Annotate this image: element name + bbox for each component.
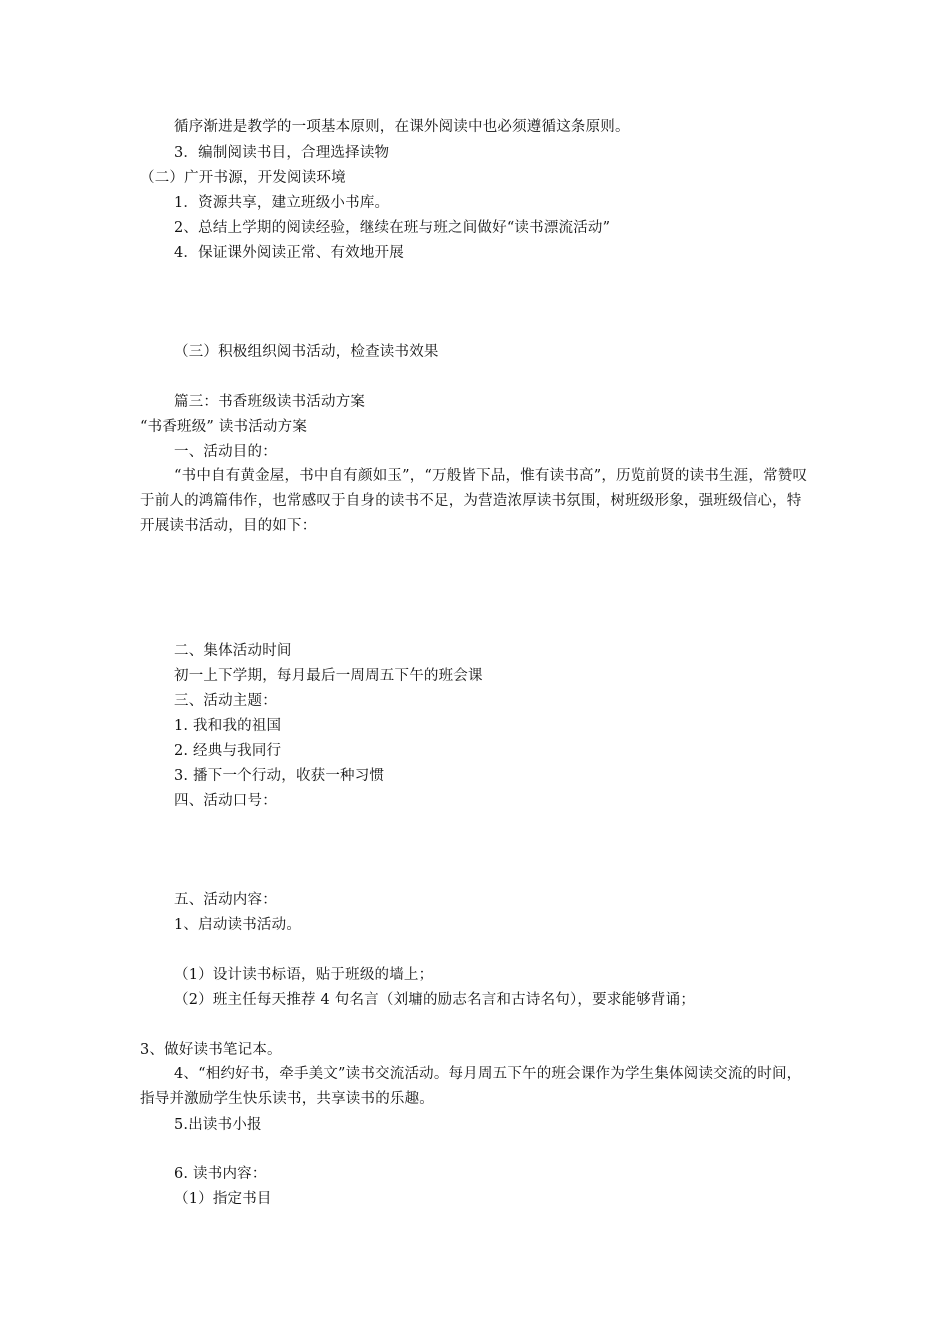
text-line: 4．保证课外阅读正常、有效地开展 — [174, 245, 404, 261]
list-item: （1）指定书目 — [174, 1191, 272, 1207]
list-item: 3. 播下一个行动，收获一种习惯 — [174, 768, 385, 784]
text-line: 3．编制阅读书目，合理选择读物 — [174, 145, 390, 161]
text-line: 初一上下学期，每月最后一周周五下午的班会课 — [174, 668, 483, 684]
text-line: 1、启动读书活动。 — [174, 917, 302, 933]
paragraph: “书中自有黄金屋，书中自有颜如玉”，“万般皆下品，惟有读书高”，历览前贤的读书生涯，常赞叹于前人的鸿篇伟作，也常感叹于自身的读书不足，为营造浓厚读书氛围，树班级形象，强班级信心，特开展读书活动，目的如下： — [140, 468, 808, 534]
section-heading: 二、集体活动时间 — [174, 643, 292, 659]
paragraph: 4、“相约好书，牵手美文”读书交流活动。每月周五下午的班会课作为学生集体阅读交流的时间，指导并激励学生快乐读书，共享读书的乐趣。 — [140, 1066, 802, 1107]
list-item: 1. 我和我的祖国 — [174, 718, 282, 734]
text-line: 5.出读书小报 — [174, 1117, 262, 1133]
list-item: （1）设计读书标语，贴于班级的墙上； — [174, 967, 434, 983]
section-heading: 一、活动目的： — [174, 444, 277, 460]
section-heading: 五、活动内容： — [174, 892, 277, 908]
section-heading: （二）广开书源，开发阅读环境 — [140, 170, 346, 186]
text-line: 1．资源共享，建立班级小书库。 — [174, 195, 390, 211]
text-line: 3、做好读书笔记本。 — [140, 1042, 282, 1058]
list-item: （2）班主任每天推荐 4 句名言（刘墉的励志名言和古诗名句），要求能够背诵； — [174, 992, 696, 1008]
list-item: 2. 经典与我同行 — [174, 743, 282, 759]
text-line: 6. 读书内容： — [174, 1166, 267, 1182]
text-line: 循序渐进是教学的一项基本原则，在课外阅读中也必须遵循这条原则。 — [174, 119, 630, 135]
article-title: 篇三：书香班级读书活动方案 — [174, 394, 366, 410]
text-line: 2、总结上学期的阅读经验，继续在班与班之间做好“读书漂流活动” — [174, 220, 611, 236]
section-heading: 四、活动口号： — [174, 793, 277, 809]
document-title: “书香班级” 读书活动方案 — [140, 419, 308, 435]
section-heading: （三）积极组织阅书活动，检查读书效果 — [174, 344, 439, 360]
section-heading: 三、活动主题： — [174, 693, 277, 709]
